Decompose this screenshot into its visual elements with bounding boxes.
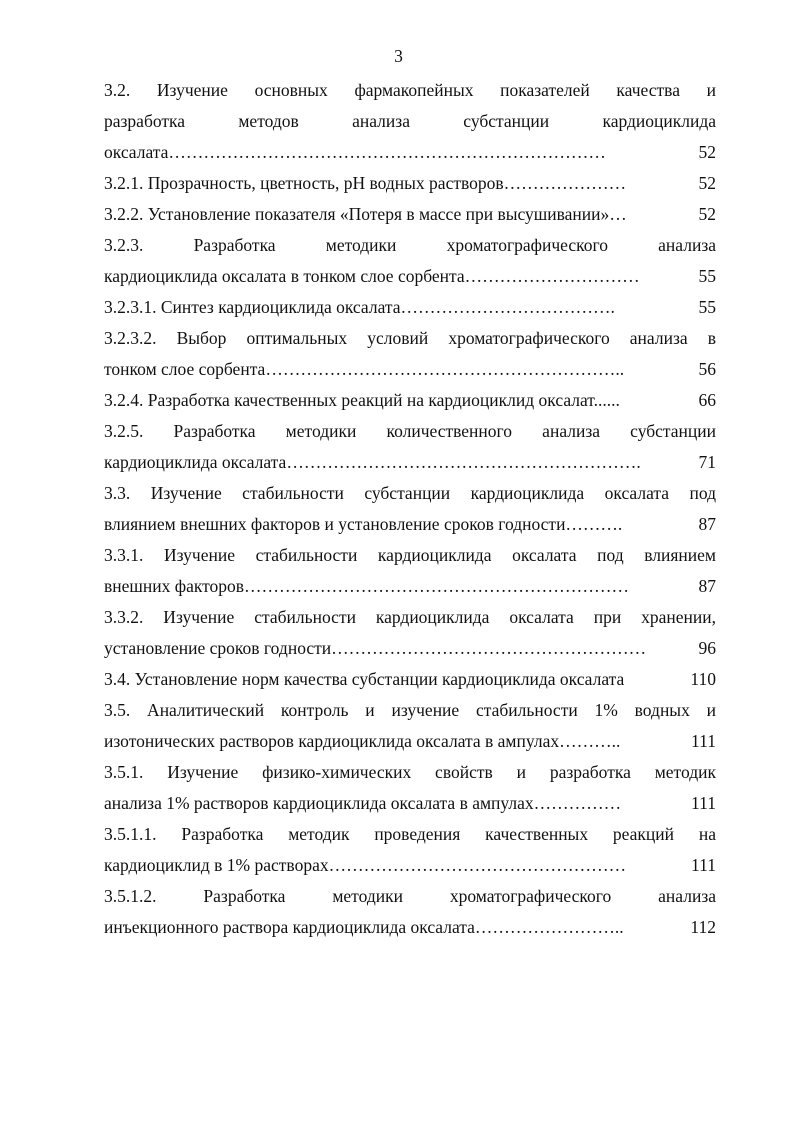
toc-entry-line: разработка методов анализа субстанции кардиоциклида: [104, 111, 716, 131]
toc-entry-title: внешних факторов…………………………………………………………: [104, 576, 630, 596]
toc-entry-last-line: [104, 633, 716, 664]
toc-entry-title: влиянием внешних факторов и установление сроков годности……….: [104, 514, 623, 534]
toc-entry-title: кардиоциклида оксалата…………………………………………………….: [104, 452, 641, 472]
toc-entry-line: 3.2.3.2. Выбор оптимальных условий хроматографического анализа в: [104, 328, 716, 348]
toc-entry: [104, 757, 716, 819]
toc-entry: [104, 199, 716, 230]
toc-entry-last-line: [104, 292, 716, 323]
toc-entry-title: 3.2.4. Разработка качественных реакций на кардиоциклид оксалат......: [104, 390, 620, 410]
toc-entry-page-number: 87: [698, 576, 716, 596]
toc-entry-last-line: [104, 850, 716, 881]
page-number: 3: [394, 46, 403, 66]
toc-entry-title: 3.4. Установление норм качества субстанции кардиоциклида оксалата: [104, 669, 625, 689]
toc-entry-page-number: 56: [698, 359, 716, 379]
toc-entry-last-line: [104, 354, 716, 385]
toc-entry-last-line: [104, 168, 716, 199]
toc-entry-page-number: 111: [691, 855, 716, 875]
toc-entry-last-line: [104, 726, 716, 757]
toc-entry: [104, 819, 716, 881]
toc-entry: [104, 478, 716, 540]
toc-entry-title: оксалата…………………………………………………………………: [104, 142, 606, 162]
toc-entry-page-number: 111: [691, 731, 716, 751]
toc-entry: [104, 385, 716, 416]
toc-entry-line: 3.5.1.2. Разработка методики хроматографического анализа: [104, 886, 716, 906]
toc-entry-last-line: [104, 261, 716, 292]
toc-entry-page-number: 96: [698, 638, 716, 658]
toc-entry-page-number: 87: [698, 514, 716, 534]
toc-entry-last-line: [104, 199, 716, 230]
toc-entry: [104, 881, 716, 943]
toc-entry: [104, 695, 716, 757]
toc-entry-line: 3.3.2. Изучение стабильности кардиоциклида оксалата при хранении,: [104, 607, 716, 627]
toc-entry: [104, 540, 716, 602]
toc-entry-page-number: 110: [690, 669, 716, 689]
toc-entry-last-line: [104, 447, 716, 478]
toc-entry-title: установление сроков годности………………………………………………: [104, 638, 647, 658]
toc-entry-page-number: 55: [698, 266, 716, 286]
toc-entry-page-number: 52: [698, 204, 716, 224]
toc-entry: [104, 230, 716, 292]
toc-entry-title: кардиоциклид в 1% растворах……………………………………………: [104, 855, 627, 875]
toc-entry-page-number: 55: [698, 297, 716, 317]
toc-entry-page-number: 52: [698, 142, 716, 162]
toc-entry-last-line: [104, 912, 716, 943]
toc-entry-last-line: [104, 385, 716, 416]
toc-entry-line: 3.2.5. Разработка методики количественного анализа субстанции: [104, 421, 716, 441]
table-of-contents: [104, 75, 716, 943]
toc-entry-line: 3.2.3. Разработка методики хроматографического анализа: [104, 235, 716, 255]
toc-entry-title: анализа 1% растворов кардиоциклида оксалата в ампулах……………: [104, 793, 622, 813]
toc-entry-page-number: 111: [691, 793, 716, 813]
toc-entry-last-line: [104, 571, 716, 602]
toc-entry-line: 3.5.1. Изучение физико-химических свойств и разработка методик: [104, 762, 716, 782]
toc-entry-page-number: 66: [698, 390, 716, 410]
toc-entry: [104, 602, 716, 664]
toc-entry-line: 3.3. Изучение стабильности субстанции кардиоциклида оксалата под: [104, 483, 716, 503]
toc-entry: [104, 664, 716, 695]
toc-entry-last-line: [104, 788, 716, 819]
toc-entry-title: тонком слое сорбента……………………………………………………..: [104, 359, 625, 379]
toc-entry-page-number: 71: [698, 452, 716, 472]
toc-entry-last-line: [104, 664, 716, 695]
toc-entry-line: 3.3.1. Изучение стабильности кардиоциклида оксалата под влиянием: [104, 545, 716, 565]
toc-entry: [104, 416, 716, 478]
toc-entry-title: инъекционного раствора кардиоциклида оксалата……………………..: [104, 917, 624, 937]
toc-entry-last-line: [104, 137, 716, 168]
toc-entry: [104, 323, 716, 385]
toc-entry-title: 3.2.3.1. Синтез кардиоциклида оксалата……………………………….: [104, 297, 615, 317]
toc-entry: [104, 168, 716, 199]
toc-entry-title: кардиоциклида оксалата в тонком слое сорбента…………………………: [104, 266, 640, 286]
toc-entry-title: 3.2.1. Прозрачность, цветность, pH водных растворов…………………: [104, 173, 627, 193]
toc-entry-page-number: 112: [690, 917, 716, 937]
toc-entry-title: 3.2.2. Установление показателя «Потеря в массе при высушивании»…: [104, 204, 627, 224]
toc-entry-line: 3.5. Аналитический контроль и изучение стабильности 1% водных и: [104, 700, 716, 720]
toc-entry: [104, 75, 716, 168]
toc-entry-line: 3.2. Изучение основных фармакопейных показателей качества и: [104, 80, 716, 100]
toc-entry-title: изотонических растворов кардиоциклида оксалата в ампулах………..: [104, 731, 621, 751]
toc-entry-line: 3.5.1.1. Разработка методик проведения качественных реакций на: [104, 824, 716, 844]
toc-entry-last-line: [104, 509, 716, 540]
toc-entry-page-number: 52: [698, 173, 716, 193]
toc-entry: [104, 292, 716, 323]
